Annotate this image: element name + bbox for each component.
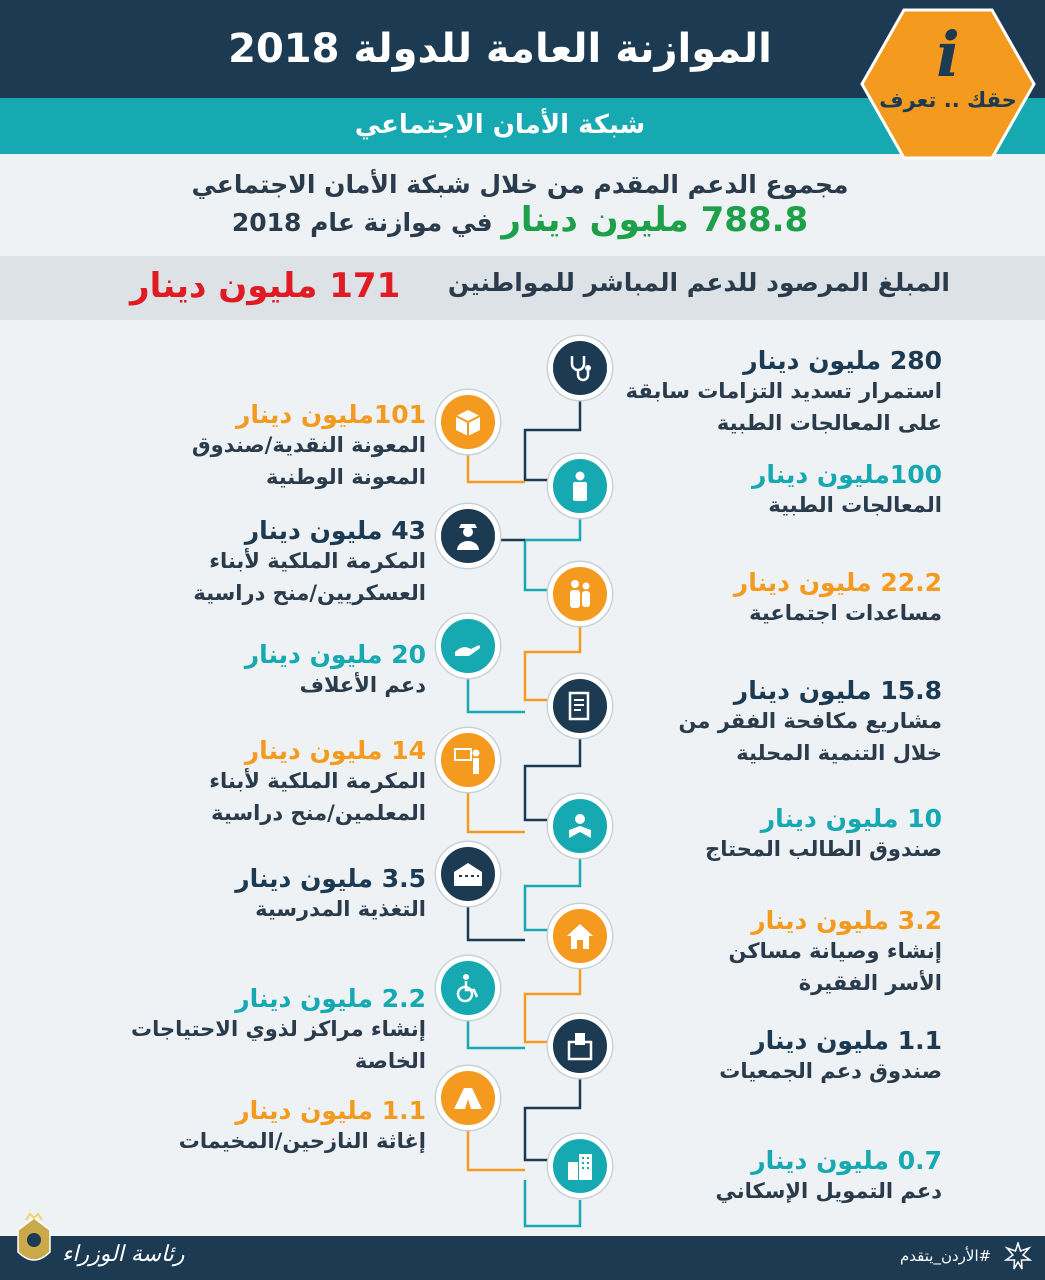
item-description: إنشاء مراكز لذوي الاحتياجات الخاصة bbox=[131, 1017, 426, 1073]
royal-crest-icon bbox=[12, 1212, 56, 1272]
item-cash-aid bbox=[96, 400, 426, 493]
item-amount: 2.2 مليون دينار bbox=[235, 984, 426, 1013]
document-node bbox=[548, 674, 612, 738]
soldier-icon bbox=[452, 520, 484, 552]
box-node bbox=[436, 390, 500, 454]
school-node bbox=[436, 842, 500, 906]
item-social-assistance bbox=[612, 568, 942, 629]
item-amount: 280 مليون دينار bbox=[743, 346, 942, 375]
teacher-icon bbox=[452, 744, 484, 776]
item-description: المكرمة الملكية لأبناء العسكريين/منح دراسية bbox=[193, 549, 426, 605]
item-medical-treatment bbox=[612, 460, 942, 521]
item-amount: 43 مليون دينار bbox=[244, 516, 426, 545]
item-description: استمرار تسديد التزامات سابقة على المعالجات الطبية bbox=[625, 379, 942, 435]
stethoscope-node bbox=[548, 336, 612, 400]
hand-node bbox=[436, 614, 500, 678]
buildings-icon bbox=[564, 1150, 596, 1182]
item-amount: 3.2 مليون دينار bbox=[751, 906, 942, 935]
item-poverty-projects bbox=[612, 676, 942, 769]
soldier-node bbox=[436, 504, 500, 568]
stethoscope-icon bbox=[564, 352, 596, 384]
item-description: مساعدات اجتماعية bbox=[749, 601, 942, 625]
direct-support-label: المبلغ المرصود للدعم المباشر للمواطنين bbox=[447, 268, 950, 297]
family-icon bbox=[564, 578, 596, 610]
info-letter: i bbox=[936, 18, 960, 91]
total-suffix: في موازنة عام 2018 bbox=[231, 208, 493, 237]
item-description: إنشاء وصيانة مساكن الأسر الفقيرة bbox=[728, 939, 942, 995]
item-teacher-grants bbox=[96, 736, 426, 829]
student-node bbox=[548, 794, 612, 858]
item-housing-finance bbox=[612, 1146, 942, 1207]
item-description: المكرمة الملكية لأبناء المعلمين/منح دراسية bbox=[209, 769, 426, 825]
school-icon bbox=[452, 858, 484, 890]
ballot-box-icon bbox=[564, 1030, 596, 1062]
footer-hashtag: #الأردن_يتقدم bbox=[900, 1247, 992, 1265]
item-description: إغاثة النازحين/المخيمات bbox=[178, 1129, 426, 1153]
item-school-feeding bbox=[96, 864, 426, 925]
item-student-fund bbox=[612, 804, 942, 865]
item-housing bbox=[612, 906, 942, 999]
tent-icon bbox=[452, 1082, 484, 1114]
page-title: الموازنة العامة للدولة 2018 bbox=[228, 26, 772, 72]
document-icon bbox=[564, 690, 596, 722]
item-fodder bbox=[96, 640, 426, 701]
buildings-node bbox=[548, 1134, 612, 1198]
item-associations-fund bbox=[612, 1026, 942, 1087]
total-line: مجموع الدعم المقدم من خلال شبكة الأمان الاجتماعي bbox=[191, 170, 849, 199]
student-icon bbox=[564, 810, 596, 842]
item-amount: 15.8 مليون دينار bbox=[733, 676, 942, 705]
house-icon bbox=[564, 920, 596, 952]
item-amount: 14 مليون دينار bbox=[244, 736, 426, 765]
item-amount: 10 مليون دينار bbox=[760, 804, 942, 833]
wheelchair-icon bbox=[452, 972, 484, 1004]
item-description: صندوق دعم الجمعيات bbox=[719, 1059, 942, 1083]
item-description: صندوق الطالب المحتاج bbox=[705, 837, 942, 861]
total-amount: 788.8 مليون دينار bbox=[501, 200, 809, 240]
wheelchair-node bbox=[436, 956, 500, 1020]
item-special-needs bbox=[96, 984, 426, 1077]
item-military-grants bbox=[96, 516, 426, 609]
item-description: التغذية المدرسية bbox=[255, 897, 426, 921]
hand-icon bbox=[452, 630, 484, 662]
item-description: المعالجات الطبية bbox=[768, 493, 942, 517]
page-subtitle: شبكة الأمان الاجتماعي bbox=[354, 110, 646, 140]
item-amount: 100مليون دينار bbox=[752, 460, 942, 489]
direct-support-amount: 171 مليون دينار bbox=[130, 266, 401, 306]
item-description: مشاريع مكافحة الفقر من خلال التنمية المحلية bbox=[678, 709, 942, 765]
ballot-box-node bbox=[548, 1014, 612, 1078]
item-description: دعم التمويل الإسكاني bbox=[715, 1179, 942, 1203]
item-amount: 0.7 مليون دينار bbox=[751, 1146, 942, 1175]
item-amount: 1.1 مليون دينار bbox=[235, 1096, 426, 1125]
item-refugee-relief bbox=[96, 1096, 426, 1157]
teacher-node bbox=[436, 728, 500, 792]
item-amount: 22.2 مليون دينار bbox=[733, 568, 942, 597]
badge-label: حقك .. تعرف bbox=[879, 88, 1017, 112]
item-amount: 101مليون دينار bbox=[236, 400, 426, 429]
tent-node bbox=[436, 1066, 500, 1130]
house-node bbox=[548, 904, 612, 968]
item-description: دعم الأعلاف bbox=[299, 673, 426, 697]
item-medical-obligations bbox=[612, 346, 942, 439]
item-amount: 20 مليون دينار bbox=[244, 640, 426, 669]
item-amount: 3.5 مليون دينار bbox=[235, 864, 426, 893]
doctor-node bbox=[548, 454, 612, 518]
pm-office-logo-text: رئاسة الوزراء bbox=[62, 1242, 185, 1267]
item-description: المعونة النقدية/صندوق المعونة الوطنية bbox=[191, 433, 426, 489]
star-icon bbox=[1004, 1242, 1032, 1270]
box-icon bbox=[452, 406, 484, 438]
family-node bbox=[548, 562, 612, 626]
item-amount: 1.1 مليون دينار bbox=[751, 1026, 942, 1055]
doctor-icon bbox=[564, 470, 596, 502]
